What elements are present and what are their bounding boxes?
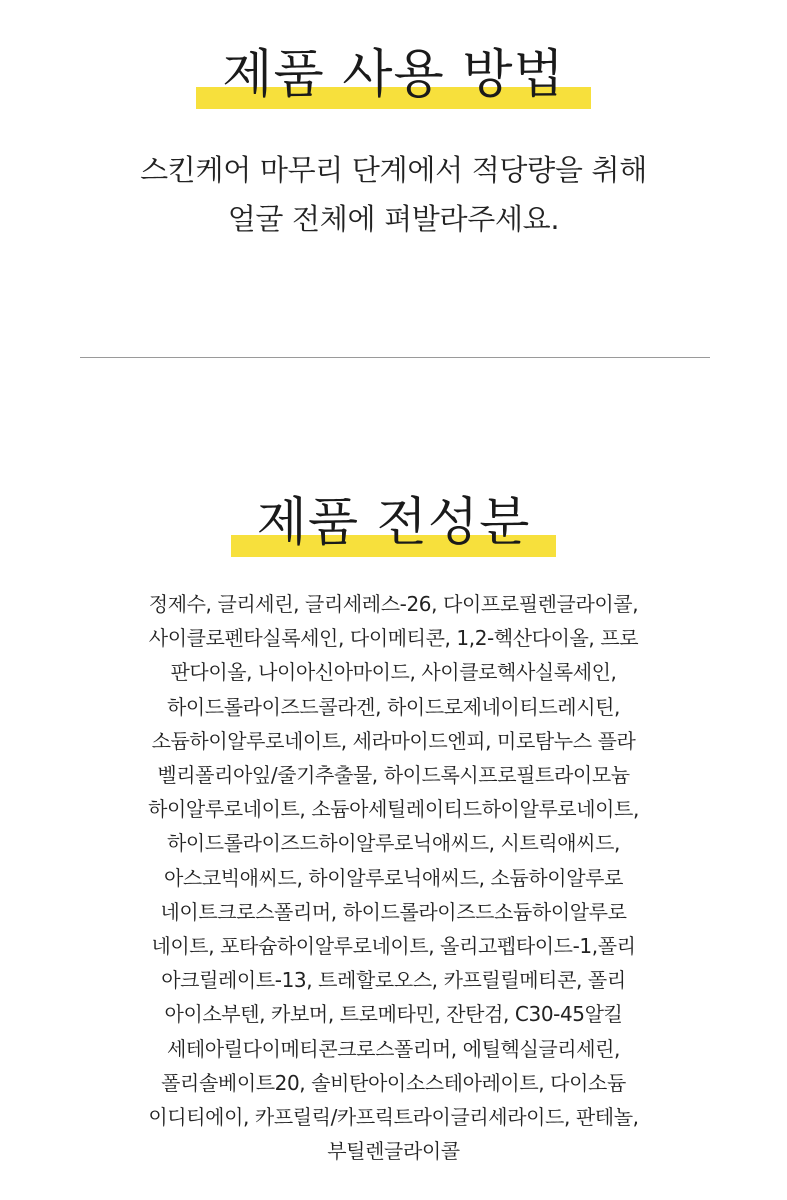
section-divider xyxy=(80,357,710,358)
ingredients-line: 아스코빅애씨드, 하이알루로닉애씨드, 소듐하이알루로 xyxy=(164,865,623,890)
ingredients-line: 소듐하이알루로네이트, 세라마이드엔피, 미로탐누스 플라 xyxy=(151,728,636,753)
ingredients-line: 판다이올, 나이아신아마이드, 사이클로헥사실록세인, xyxy=(170,660,617,685)
ingredients-line: 아이소부텐, 카보머, 트로메타민, 잔탄검, C30-45알킬 xyxy=(164,1002,623,1027)
ingredients-line: 하이알루로네이트, 소듐아세틸레이티드하이알루로네이트, xyxy=(148,797,639,822)
ingredients-line: 네이트, 포타슘하이알루로네이트, 올리고펩타이드-1,폴리 xyxy=(151,934,636,959)
ingredients-line: 이디티에이, 카프릴릭/카프릭트라이글리세라이드, 판테놀, xyxy=(148,1105,639,1130)
ingredients-line: 네이트크로스폴리머, 하이드롤라이즈드소듐하이알루로 xyxy=(160,899,627,924)
ingredients-title xyxy=(231,492,557,553)
ingredients-line: 사이클로펜타실록세인, 다이메티콘, 1,2-헥산다이올, 프로 xyxy=(148,626,639,651)
ingredients-line: 하이드롤라이즈드하이알루로닉애씨드, 시트릭애씨드, xyxy=(166,831,621,856)
usage-instructions xyxy=(0,146,787,244)
ingredients-line: 아크릴레이트-13, 트레할로오스, 카프릴릴메티콘, 폴리 xyxy=(161,968,626,993)
ingredients-section-header xyxy=(0,462,787,584)
ingredients-line: 폴리솔베이트20, 솔비탄아이소스테아레이트, 다이소듐 xyxy=(161,1070,626,1095)
ingredients-line: 벨리폴리아잎/줄기추출물, 하이드록시프로필트라이모늄 xyxy=(157,763,630,788)
usage-section-header xyxy=(0,14,787,136)
ingredients-line: 하이드롤라이즈드콜라겐, 하이드로제네이티드레시틴, xyxy=(166,694,621,719)
ingredients-list xyxy=(100,587,687,1168)
ingredients-line: 정제수, 글리세린, 글리세레스-26, 다이프로필렌글라이콜, xyxy=(148,592,639,616)
usage-line: 얼굴 전체에 펴발라주세요. xyxy=(227,202,560,236)
ingredients-title-text: 제품 전성분 xyxy=(256,492,531,553)
usage-title-text: 제품 사용 방법 xyxy=(222,44,565,105)
ingredients-line: 부틸렌글라이콜 xyxy=(327,1139,460,1164)
ingredients-line: 세테아릴다이메티콘크로스폴리머, 에틸헥실글리세린, xyxy=(166,1036,621,1061)
usage-title xyxy=(196,44,590,105)
usage-line: 스킨케어 마무리 단계에서 적당량을 취해 xyxy=(140,153,647,187)
